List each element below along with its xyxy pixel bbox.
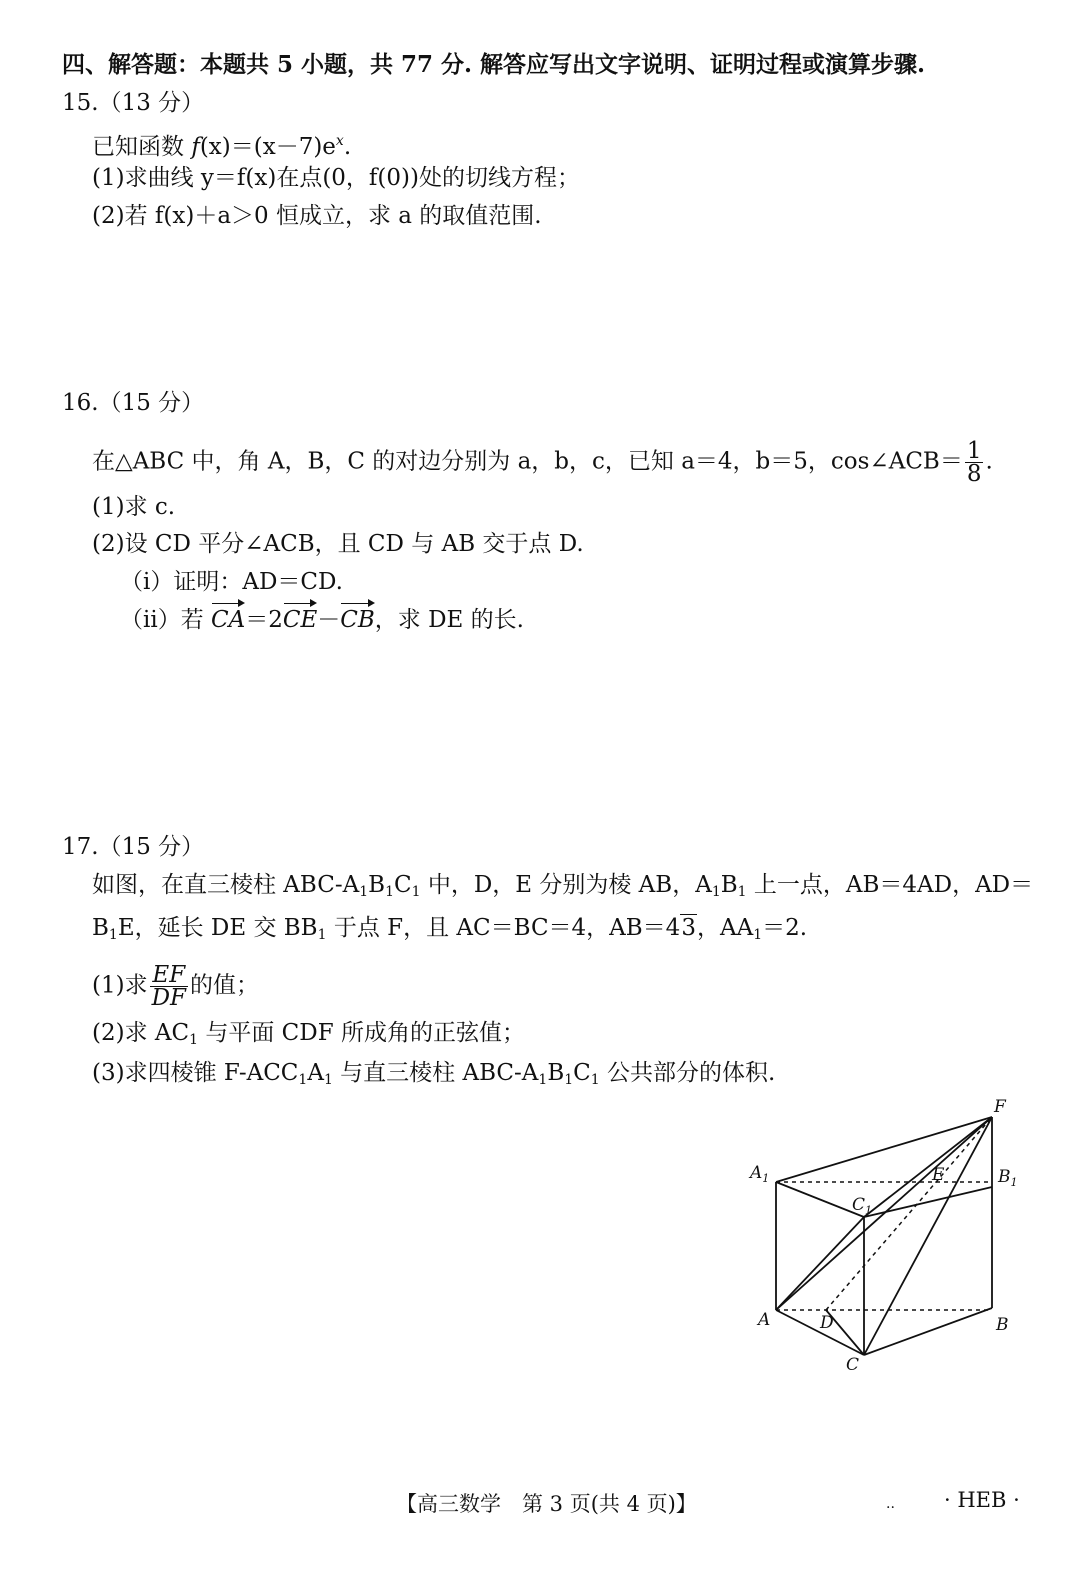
- edge-a-c1: [776, 1217, 864, 1310]
- label-c1: $C_1$: [852, 1195, 873, 1217]
- q16-fraction: $\frac{1}{8}$: [966, 438, 982, 487]
- edge-a1-f: [776, 1117, 992, 1182]
- q15-header: 15.（13 分）: [62, 90, 205, 116]
- q17-part3: (3)求四棱锥 $F-ACC_1A_1$ 与直三棱柱 ABC-$A_1B_1C_1$ 公共部分的体积.: [92, 1060, 776, 1088]
- label-b1: $B_1$: [998, 1167, 1018, 1189]
- label-b: B: [996, 1315, 1009, 1335]
- q15-part1: (1)求曲线 y＝f(x)在点(0，f(0))处的切线方程；: [92, 165, 580, 191]
- q17-line1: 如图，在直三棱柱 ABC-$A_1B_1C_1$ 中，D，E 分别为棱 AB，$A_1B_1$ 上一点，AB＝4AD，AD＝: [92, 872, 1034, 900]
- q16-part2: (2)设 CD 平分∠ACB，且 CD 与 AB 交于点 D.: [92, 531, 584, 557]
- q17-fraction: $\frac{EF}{DF}$: [151, 962, 186, 1011]
- label-d: D: [820, 1313, 834, 1333]
- edge-d-f: [826, 1117, 992, 1310]
- q16-header: 16.（15 分）: [62, 390, 205, 416]
- q17-part2: (2)求 $AC_1$ 与平面 CDF 所成角的正弦值；: [92, 1020, 525, 1048]
- q16-part1: (1)求 c.: [92, 494, 176, 520]
- label-f: F: [994, 1097, 1006, 1117]
- footer-mark: ..: [886, 1496, 895, 1512]
- section-header: 四、解答题：本题共 5 小题，共 77 分. 解答应写出文字说明、证明过程或演算步骤.: [62, 51, 926, 78]
- q17-header: 17.（15 分）: [62, 834, 205, 860]
- label-a: A: [758, 1310, 771, 1330]
- q15-part2: (2)若 f(x)＋a＞0 恒成立，求 a 的取值范围.: [92, 203, 542, 229]
- q16-intro: 在△ABC 中，角 A，B，C 的对边分别为 a，b，c，已知 a＝4，b＝5，cos∠ACB＝ $\frac{1}{8}$ .: [92, 438, 993, 487]
- label-c: C: [846, 1355, 860, 1375]
- prism-figure: [740, 1090, 1040, 1380]
- edge-c-f: [864, 1117, 992, 1355]
- q17-part1: (1)求 $\frac{EF}{DF}$ 的值；: [92, 962, 259, 1011]
- q17-line2: $B_1E$，延长 DE 交 $BB_1$ 于点 F，且 AC＝BC＝4，AB＝43，$AA_1=2$.: [92, 915, 808, 943]
- edge-c-b: [864, 1308, 992, 1355]
- label-a1: $A_1$: [750, 1163, 770, 1185]
- footer-code: · HEB ·: [944, 1488, 1020, 1512]
- edge-a-f: [776, 1117, 992, 1310]
- q16-part2-i: （ⅰ）证明：AD＝CD.: [120, 569, 343, 595]
- label-e: E: [932, 1165, 945, 1185]
- page-footer: 【高三数学 第 3 页(共 4 页)】: [396, 1492, 697, 1516]
- q15-intro: 已知函数 $f(x)=(x-7)e^x$.: [92, 133, 352, 160]
- edge-a1-c1: [776, 1182, 864, 1217]
- q16-part2-ii: （ⅱ）若 CA＝2CE－CB，求 DE 的长.: [120, 607, 524, 633]
